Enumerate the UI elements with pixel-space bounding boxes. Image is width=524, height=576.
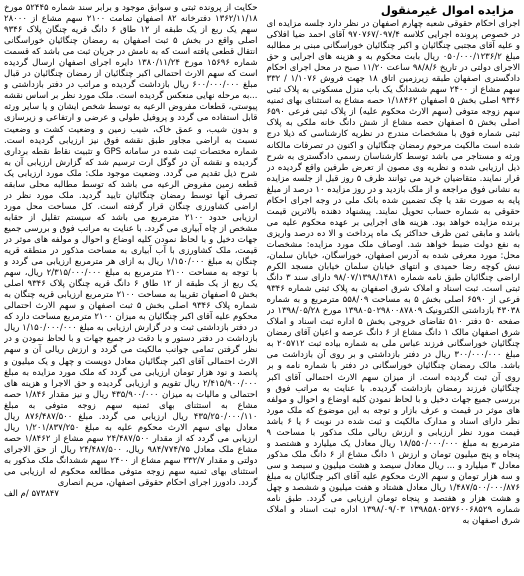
right-column-text: اجرای احکام حقوقی شعبه چهارم اصفهان در نظر دارد جلسه مزایده ای در خصوص پرونده اجرایی کلاسه ۹۷۰۷۶۷/۰۹۷/۴ آقای احمد ضیا افلاکی و علیه آقای مجتبی چنگائیان و اکبر چنگائیان خوراسگانی مبنی بر مطالبه مبلغ ۰۵۰/۰۰۰/۱۲۳۶/۲ ریال بابت محکوم به و هزینه های اجرایی و حق الاجرای دولتی در تاریخ ۹۸/۸/۶ ساعت ۱۱/۲۰ صبح در محل اجرای احکام دادگستری اصفهان طبقه زیرزمین اتاق ۱۸ جهت فروش ۱/۱۰۷۶ / ۳۳۲ سهم مشاع از ۲۴۰۰ سهم ششدانگ یک باب منزل مسکونی به پلاک ثبتی ۹۳۴۶ اصلی بخش ۵ اصفهان ۱/۱۸۴۶۲ حصه مشاع به استثنای بهای ثمنیه سهم زوجه متوفی (سهم الارث محکوم علیه) از پلاک ثبتی فرعی ۶۵۹۰ اصلی بخش ۵ اصفهان حصه مشاع از شش دانگ خانه ملکی به پلاک ثبتی شماره فوق با مشخصات مندرج در نظریه کارشناسی که ذیلا درج شده است مالکیت مرحوم رمضان چنگائیان و اکنون در تصرفات مالکانه ورثه و مستاجر می باشد توسط کارشناسان رسمی دادگستری به شرح ذیل ارزیابی شده و نظریه وی مصون از تعرض طرفین واقع گردیده در قرار نمایند. متقاضیان خرید می توانند ظرف ۵ روز قبل از جلسه مزایده به نشانی فوق مراجعه و از ملک بازدید و در روز مزایده ۱۰ درصد از مبلغ پایه به صورت نقد یا چک تضمین شده بانک ملی در وجه اجرای احکام حقوقی به شماره حساب تحویل نمایند. پیشنهاد دهنده بالاترین قیمت برنده مزایده خواهد بود. هزینه های اجرایی بر عهده محکوم علیه می باشد و مابقی ثمن ظرف حداکثر یک ماه پرداخت و الا ده درصد واریزی به نفع دولت ضبط خواهد شد. اوصاف ملک مورد مزایده: مشخصات محل: مورد معرفی شده به آدرس اصفهان، خوراسگان، خیابان سلمان، نبش کوچه رضا حمیدی و انتهای خیابان سلمان خیابان مسجد الکرم اراضی چنگائیان طبق نامه شماره ۹۸/۰۷/۱۳۹۸/۱۴۸۱ دارای سند ۳ دانگ ثبتی است. ثبت اسناد و املاک شرق اصفهان به پلاک ثبتی شماره ۹۳۴۶ فرعی از ۶۵۹۰ اصلی بخش ۵ به مساحت ۵۵۸/۰۹ مترمربع و به شماره ۴۳۰۳۸ بازداشتی الکترونیک ۱۳۹۸۰۵۰۲۹۸۰۰۸۷۸۰۹ مورخ ۱۳۹۸/۰۵/۲۸ در صفحه ۵۰ دفتر ۵۱۰ تقاضای خروجی بخش ۵ اداره ثبت اسناد و املاک شرق اصفهان مالک ۱ دانگ مشاع از ۶ دانگ عرصه و اعیان آقای رمضان چنگائیان خوراسگانی فرزند عباس ملی به شماره بیاده ثبت ۲۰۵۷۱۲ به مبلغ ۳۰۰/۰۰۰/۰۰۰ ریال در دفتر بازداشتی و بر روی آن بازداشت می باشد. مالک رمضان چنگائیان خوراسگانی در دفتر با شماره نامه و بر روی آن ثبت گردیده است. از میزان سهم الارث احتمالی آقای اکبر چنگائیان فرزند رمضان بازداشت گردیده. با عنایت به مراتب فوق و بررسی جمیع جهات دخیل و با لحاظ نمودن کلیه اوضاع و احوال و مولفه های موثر در قیمت و عرف بازار و توجه به این موضوع که ملک مورد نظر دارای اسناد و مدارک مالکیت و ثبت شده در نوبت ۶ یا ۶ باشد قیمت مورد نظر ارزیابی و ارزش ریالی ملک مذکور با مساحت ۹ مترمربع به مبلغ ۱۸/۵۵۰/۰۰۰/۰۰۰ ریال معادل یک میلیارد و هشتصد و پنجاه و پنج میلیون تومان و ارزش ۱ دانگ مشاع از ۶ دانگ ملک مذکور معادل ۳ میلیارد و ... ریال معادل سیصد و هشت میلیون و سیصد و سی و سه هزار تومان و سهم الارث محکوم علیه آقای اکبر چنگائیان به مبلغ ۱/۴۸۷/۵۰۰/۰۰۰/۸۷۶ ریال معادل هشتاد و هفت میلیون و ششصد و چهل و هشت هزار و هفتصد و پنجاه تومان ارزیابی می گردد. طبق نامه شماره ۱۳۹۸۵۸۰۵۲۷۶۰۰۶۸۵۲۹ ۱۳۹۸/۰۹/۰۳ اداره ثبت اسناد و املاک شرق اصفهان به bbox=[266, 19, 520, 527]
left-column-text: حکایت از پرونده ثبتی و سوابق موجود و برابر سند شماره ۵۲۴۴۵ مورخ ۱۳۶۲/۱۱/۱۸ دفترخانه ۸۲ اصفهان تمامت ۲۱۰۰ سهم مشاع از ۲۸۰۰۰ سهم یک ربع از یک طبقه از ۱۲ طاق ۶ دانگ قریه چنگان پلاک ۹۳۴۶ اصلی واقع در بخش ۵ ثبت اصفهان به رمضان چنگائیان خوراسگانی انتقال قطعی یافته است که به نامش در جریان ثبت می باشد که قسمت شماره ۱۵۶۹۶ مورخ ۱۳۸۰/۱۱/۲۴ دایره اجرای اصفهان ارسال گردیده است که سهم الارث احتمالی اکبر چنگائیان از رمضان چنگائیان در قبال مبلغ ۶۰۰/۰۰۰/۰۰۰ ریال بازداشت گردیده و مراتب در دفتر بازداشتی و ...به مرحله نهایی منعکس گردیده است. ملک مورد نظر بر اساس نقشه پیوستی، قطعات مفروض الرعیه به توسط شخص ایشان و یا سایر ورثه قابل استفاده می گردد و پروفیل طولی و عرضی و ارتفاعی و زیرسازی و بدون شیب، و عمق خاک، شیب زمین و وضعیت کشت و وضعیت نسبت به اراضی مجاور طبق نقشه فوق نیز ارزیابی گردیده است. شماره مختصات ثبت شده در سامانه GPS و تثبیت نقاط نقطه برداری گردیده و نقشه آن در گوگل ارت ترسیم شد که گزارش ارزیابی آن به شرح ذیل تقدیم می گردد. وضعیت موجود ملک: ملک مورد ارزیابی یک قطعه زمین مفروض الرعیه می باشد که توسط مطالبه محلی سابقه تصرف آنها توسط رمضان چنگائیان تایید گردید. ملک مورد نظر در اراضی کشاورزی چنگان قرار گرفته است. کل مساحت محل مورد ارزیابی حدود ۲۱۰۰ مترمربع می باشد که سیستم تقلیل از حقابه مشخص از چاه آبیاری می گردد. با عنایت به مراتب فوق و بررسی جمیع جهات دخیل و با لحاظ نمودن کلیه اوضاع و احوال و مولفه های موثر در قیمت، ملک کشاورزی با آب آبیاری به مساحت مذکور در منطقه قریه چنگان به مبلغ ۱/۱۵۰/۰۰۰ ریال به ازای هر مترمربع ارزیابی می گردد و با توجه به مساحت ۲۱۰۰ مترمربع به مبلغ ۲/۳۱۵/۰۰۰/۰۰۰ ریال، سهم یک ربع از یک طبقه از ۱۲ طاق ۶ دانگ قریه چنگان پلاک ۹۳۴۶ اصلی بخش ۵ اصفهان تقریبا به مساحت ۲۱۰۰ مترمربع ارزیابی قریه چنگان به شماره پلاک ۹۳۴۶ اصلی بخش ۵ ثبت اصفهان و سهم الارث احتمالی محکوم علیه آقای اکبر چنگائیان به میزان ۲۱۰۰ مترمربع مساحت دارد که در دفتر بازداشتی ثبت و در گزارش ارزیابی به مبلغ ۱/۱۵۰/۰۰۰/۰۰۰ ریال بازداشت در دفتر دستور و با دقت در جمیع جهات و با لحاظ نمودن و در نظر گرفتن تمامی جوانب مالکیت می گردد و ارزش ریالی آن و سهم الارث احتمالی آقای اکبر چنگائیان معادل دویست و چهل و یک میلیون و پانصد و نود هزار تومان ارزیابی می گردد که ملک مورد مزایده به مبلغ ۲/۴۱۵/۹۰۰/۰۰۰ ریال تقویم و ارزیابی گردیده و حق الاجرا و هزینه های احتمالی و مالیات به میزان ۴۳۵/۹۰۰/۰۰۰ ریال و نیز مقدار ۱/۸۴۶ حصه مشاع به استثنای بهای ثمنیه سهم زوجه متوفی به مبلغ ۴۳۵/۲۵۰/۰۰۰/۱۱۰ ریال ارزیابی می گردد. مبلغ ۸۷۶/۴۸۷/۵۰۰ ریال معادل بهای سهم الارث محکوم علیه به مبلغ ۱/۲۰۱/۸۳۷/۲۵۰ ریال ارزیابی می گردد که از مقدار ۲۴/۴۸۷/۵۰۰ سهم مشاع از ۱/۸۴۶۲ حصه مشاع ملک معادل ۹۸۴/۷۷۴/۷۵ ریال، ۲۴/۴۸۷/۵۰۰ ریال از حق الاجرای دولتی و مقدار ۳۳۲/۷ سهم مشاع از ۲۴۰۰ سهم ششدانگ ملک مذکور به استثنای بهای ثمنیه سهم زوجه متوفی مطالعه محکوم له ارزیابی می گردد. دادورز اجرای احکام حقوقی اصفهان، مریم انصاری bbox=[4, 3, 258, 489]
notice-columns bbox=[4, 3, 520, 574]
footer-code: ۵۷۳۸۴۷ /م الف bbox=[4, 489, 59, 500]
left-column bbox=[4, 3, 258, 574]
notice-title: مزایده اموال غیرمنقول bbox=[380, 3, 514, 17]
right-column bbox=[267, 3, 521, 574]
